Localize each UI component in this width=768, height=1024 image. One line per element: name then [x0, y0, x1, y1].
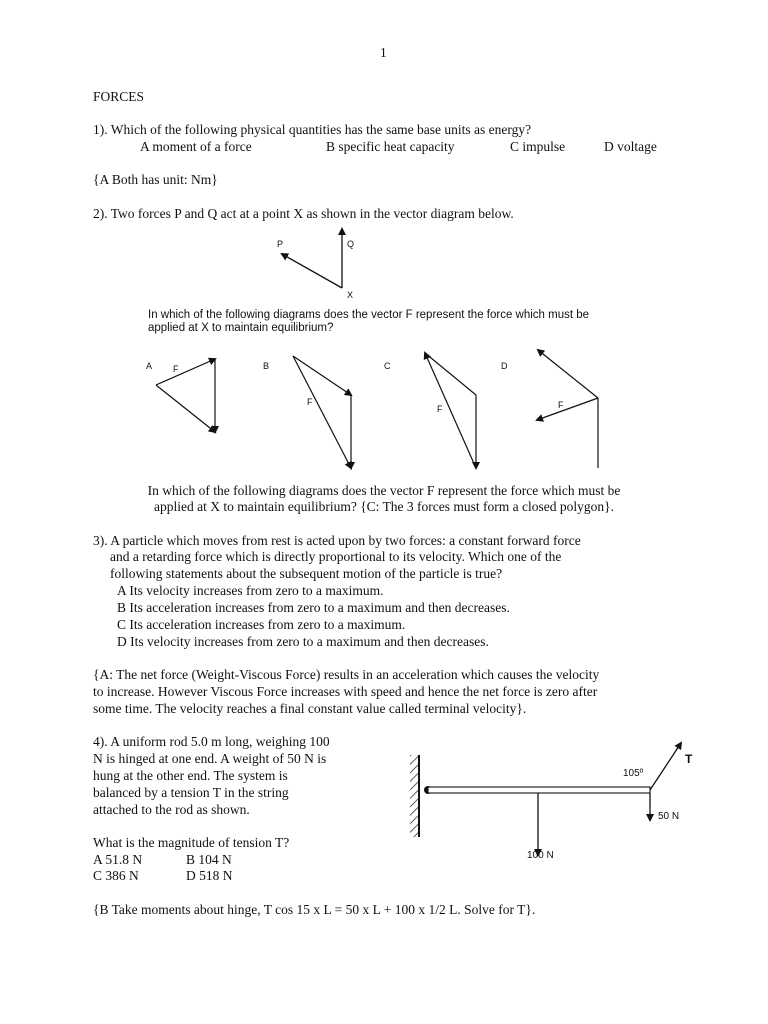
- q3-stem-line1: 3). A particle which moves from rest is acted upon by two forces: a constant forward force: [93, 533, 581, 548]
- q4-stem-line2: N is hinged at one end. A weight of 50 N is: [93, 751, 327, 766]
- diagram-a-f-label: F: [173, 364, 179, 374]
- string-t: [650, 743, 681, 790]
- q2-stem: 2). Two forces P and Q act at a point X as shown in the vector diagram below.: [93, 206, 514, 221]
- q1-stem: 1). Which of the following physical quantities has the same base units as energy?: [93, 122, 532, 137]
- option-label-b: B: [263, 361, 270, 371]
- q3-option-c: C Its acceleration increases from zero to a maximum.: [117, 617, 406, 632]
- q2-text-line2: applied at X to maintain equilibrium? {C: The 3 forces must form a closed polygon}.: [154, 499, 614, 514]
- diagram-c-side-2: [425, 353, 476, 395]
- q4-rod-diagram: [405, 735, 715, 865]
- q3-option-b: B Its acceleration increases from zero to a maximum and then decreases.: [117, 600, 510, 615]
- q2-option-diagrams: [140, 340, 610, 480]
- q4-stem-line1: 4). A uniform rod 5.0 m long, weighing 100: [93, 734, 330, 749]
- page-title: FORCES: [93, 89, 145, 104]
- q1-option-a: A moment of a force: [140, 139, 252, 154]
- q2-vector-diagram: [270, 225, 370, 305]
- option-label-a: A: [146, 361, 153, 371]
- q3-answer-line3: some time. The velocity reaches a final constant value called terminal velocity}.: [93, 701, 527, 716]
- option-label-d: D: [501, 361, 508, 371]
- q4-stem-line5: attached to the rod as shown.: [93, 802, 250, 817]
- q4-option-b: B 104 N: [186, 852, 232, 867]
- q3-option-a: A Its velocity increases from zero to a maximum.: [117, 583, 384, 598]
- q3-stem-line2: and a retarding force which is directly proportional to its velocity. Which one of the: [110, 549, 562, 564]
- q4-option-d: D 518 N: [186, 868, 233, 883]
- q3-answer-line1: {A: The net force (Weight-Viscous Force) results in an acceleration which causes the velocity: [93, 667, 600, 682]
- q1-option-c: C impulse: [510, 139, 566, 154]
- diagram-b-side-1: [293, 356, 351, 395]
- q4-option-a: A 51.8 N: [93, 852, 143, 867]
- rod-weight-label: 100 N: [527, 850, 554, 861]
- end-weight-label: 50 N: [658, 811, 680, 822]
- q1-answer: {A Both has unit: Nm}: [93, 172, 218, 187]
- angle-label: 105º: [623, 768, 644, 779]
- tension-label: T: [685, 752, 693, 766]
- q4-option-c: C 386 N: [93, 868, 139, 883]
- rod: [428, 787, 650, 793]
- diagram-b-f-label: F: [307, 397, 313, 407]
- q4-stem-line3: hung at the other end. The system is: [93, 768, 288, 783]
- q1-option-b: B specific heat capacity: [326, 139, 455, 154]
- diagram-d-side-1: [538, 350, 598, 398]
- q3-option-d: D Its velocity increases from zero to a maximum and then decreases.: [117, 634, 489, 649]
- q2-figure-question-line1: In which of the following diagrams does the vector F represent the force which must be: [148, 309, 590, 321]
- diagram-d-f-label: F: [558, 400, 564, 410]
- q2-text-line1: In which of the following diagrams does the vector F represent the force which must be: [147, 483, 621, 498]
- diagram-c-f-label: F: [437, 404, 443, 414]
- q3-answer-line2: to increase. However Viscous Force increases with speed and hence the net force is zero after: [93, 684, 598, 699]
- label-q: Q: [347, 239, 355, 249]
- option-label-c: C: [384, 361, 391, 371]
- q4-stem-line4: balanced by a tension T in the string: [93, 785, 289, 800]
- q3-stem-line3: following statements about the subsequent motion of the particle is true?: [110, 566, 503, 581]
- diagram-a-side-3: [156, 385, 215, 432]
- label-x: X: [347, 290, 354, 300]
- diagram-d-side-3: [537, 398, 598, 420]
- wall-hatching: [410, 755, 419, 837]
- diagram-b-side-3: [293, 356, 351, 468]
- q1-option-d: D voltage: [604, 139, 657, 154]
- diagram-a-side-1: [156, 359, 215, 385]
- q2-figure-question-line2: applied at X to maintain equilibrium?: [148, 322, 334, 334]
- q4-question: What is the magnitude of tension T?: [93, 835, 290, 850]
- vector-p: [282, 254, 342, 288]
- label-p: P: [277, 239, 284, 249]
- diagram-c-side-1: [425, 353, 476, 468]
- page-number: 1: [380, 45, 387, 60]
- q4-answer: {B Take moments about hinge, T cos 15 x L = 50 x L + 100 x 1/2 L. Solve for T}.: [93, 902, 536, 917]
